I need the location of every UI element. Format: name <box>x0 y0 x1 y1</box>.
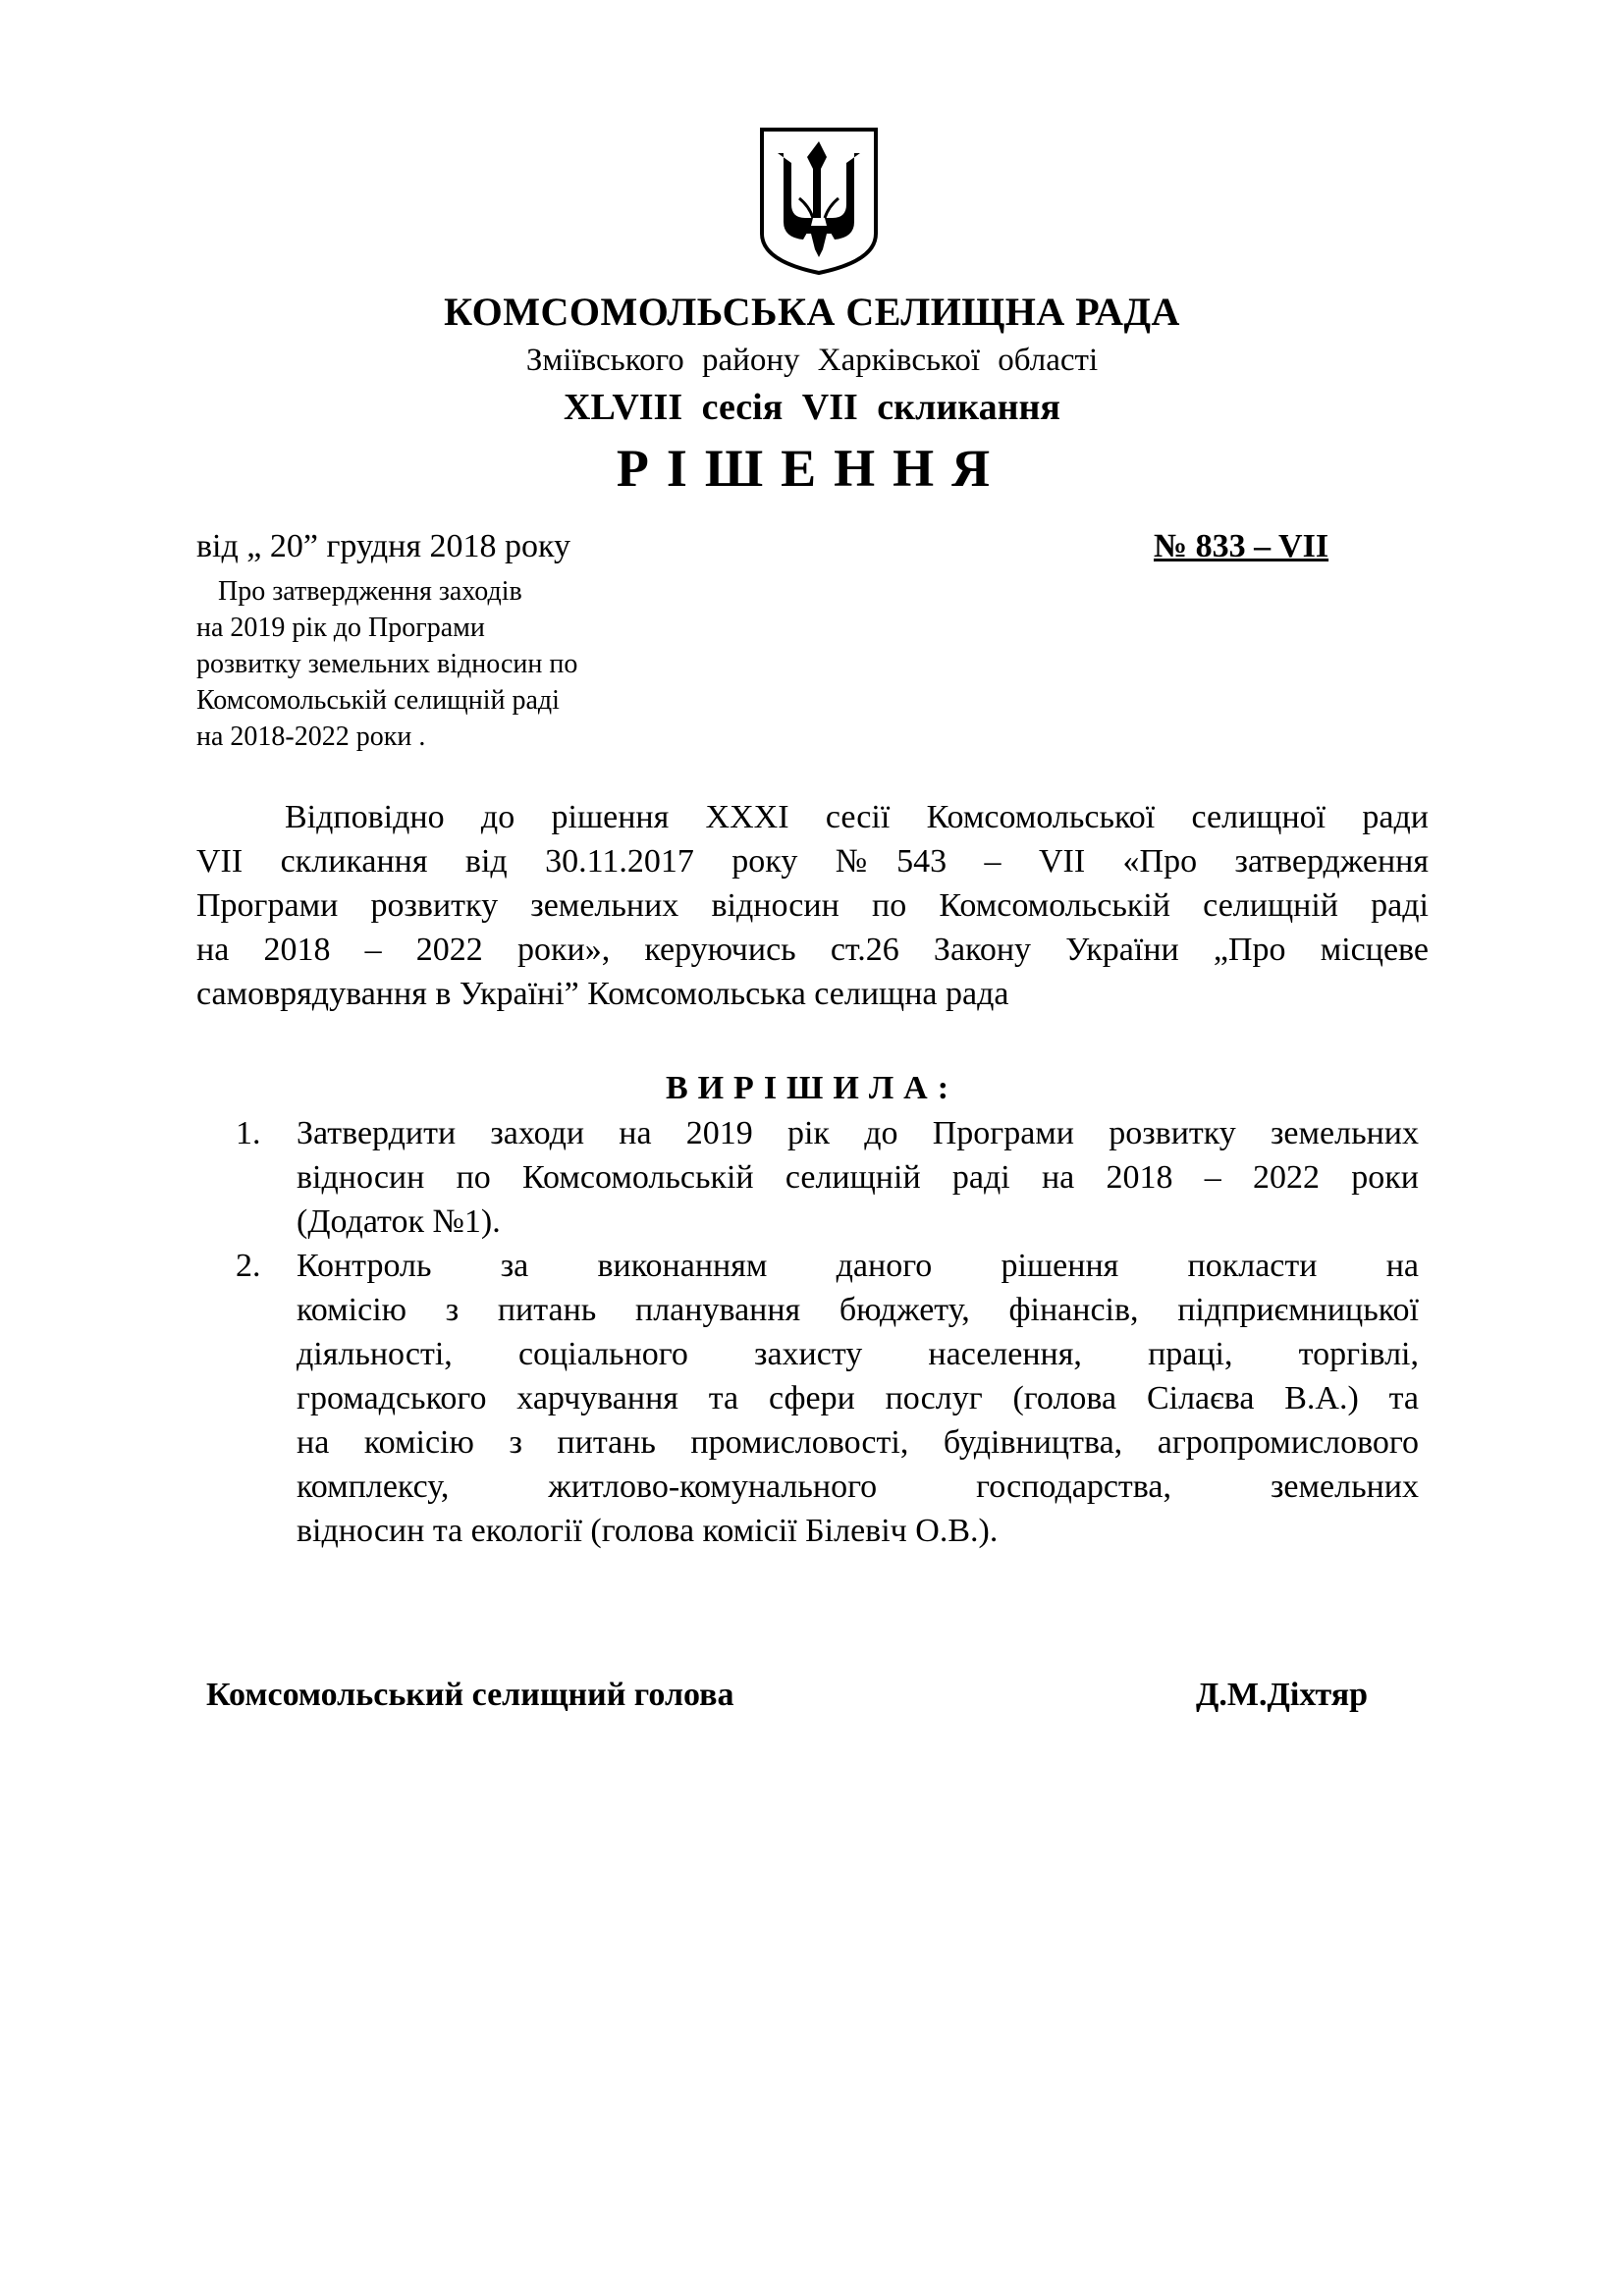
item-line: Затвердити заходи на 2019 рік до Програми розвитку земельних <box>297 1115 1419 1151</box>
signer-title: Комсомольський селищний голова <box>206 1677 734 1713</box>
preamble-paragraph <box>196 795 1429 1016</box>
decision-date: від „ 20” грудня 2018 року <box>196 528 571 564</box>
subject-line: на 2019 рік до Програми <box>196 613 485 643</box>
decision-item-2 <box>236 1244 1419 1553</box>
district-line: Зміївського району Харківської області <box>525 343 1099 378</box>
preamble-line: VII скликання від 30.11.2017 року №543 – VII «Про затвердження <box>196 843 1429 880</box>
subject-line: Про затвердження заходів <box>218 576 522 607</box>
item-line: відносин та екології (голова комісії Білевіч О.В.). <box>297 1513 999 1549</box>
council-name: КОМСОМОЛЬСЬКА СЕЛИЩНА РАДА <box>444 290 1180 334</box>
item-number: 1. <box>236 1115 261 1151</box>
preamble-line: на 2018 – 2022 роки», керуючись ст.26 Закону України „Про місцеве <box>196 932 1429 968</box>
subject-line: розвитку земельних відносин по <box>196 649 578 679</box>
session-line: XLVIII сесія VII скликання <box>564 387 1060 428</box>
subject-line: на 2018-2022 роки . <box>196 721 426 752</box>
item-line: на комісію з питань промисловості, будівництва, агропромислового <box>297 1424 1419 1461</box>
decided-heading: ВИРІШИЛА: <box>665 1070 959 1106</box>
subject-line: Комсомольській селищній раді <box>196 685 560 716</box>
decision-item-1 <box>236 1111 1419 1244</box>
item-line: Контроль за виконанням даного рішення покласти на <box>297 1248 1419 1284</box>
item-line: діяльності, соціального захисту населення, праці, торгівлі, <box>297 1336 1419 1372</box>
preamble-line: Програми розвитку земельних відносин по Комсомольській селищній раді <box>196 887 1429 924</box>
item-line: комісію з питань планування бюджету, фінансів, підприємницької <box>297 1292 1419 1328</box>
item-line: відносин по Комсомольській селищній раді на 2018 – 2022 роки <box>297 1159 1419 1196</box>
decision-items <box>236 1111 1419 1553</box>
preamble-line: Відповідно до рішення ХХХІ сесії Комсомольської селищної ради <box>285 799 1429 835</box>
item-line: (Додаток №1). <box>297 1203 501 1240</box>
signer-name: Д.М.Діхтяр <box>1196 1677 1369 1713</box>
document-title: РІШЕННЯ <box>616 439 1008 498</box>
preamble-line: самоврядування в Україні” Комсомольська селищна рада <box>196 976 1009 1012</box>
item-line: комплексу, житлово-комунального господарства, земельних <box>297 1468 1419 1505</box>
item-number: 2. <box>236 1248 261 1284</box>
decision-subject <box>196 573 707 755</box>
decision-number: № 833 – VII <box>1154 528 1329 564</box>
item-line: громадського харчування та сфери послуг (голова Сілаєва В.А.) та <box>297 1380 1419 1416</box>
coat-of-arms-icon <box>756 124 882 277</box>
